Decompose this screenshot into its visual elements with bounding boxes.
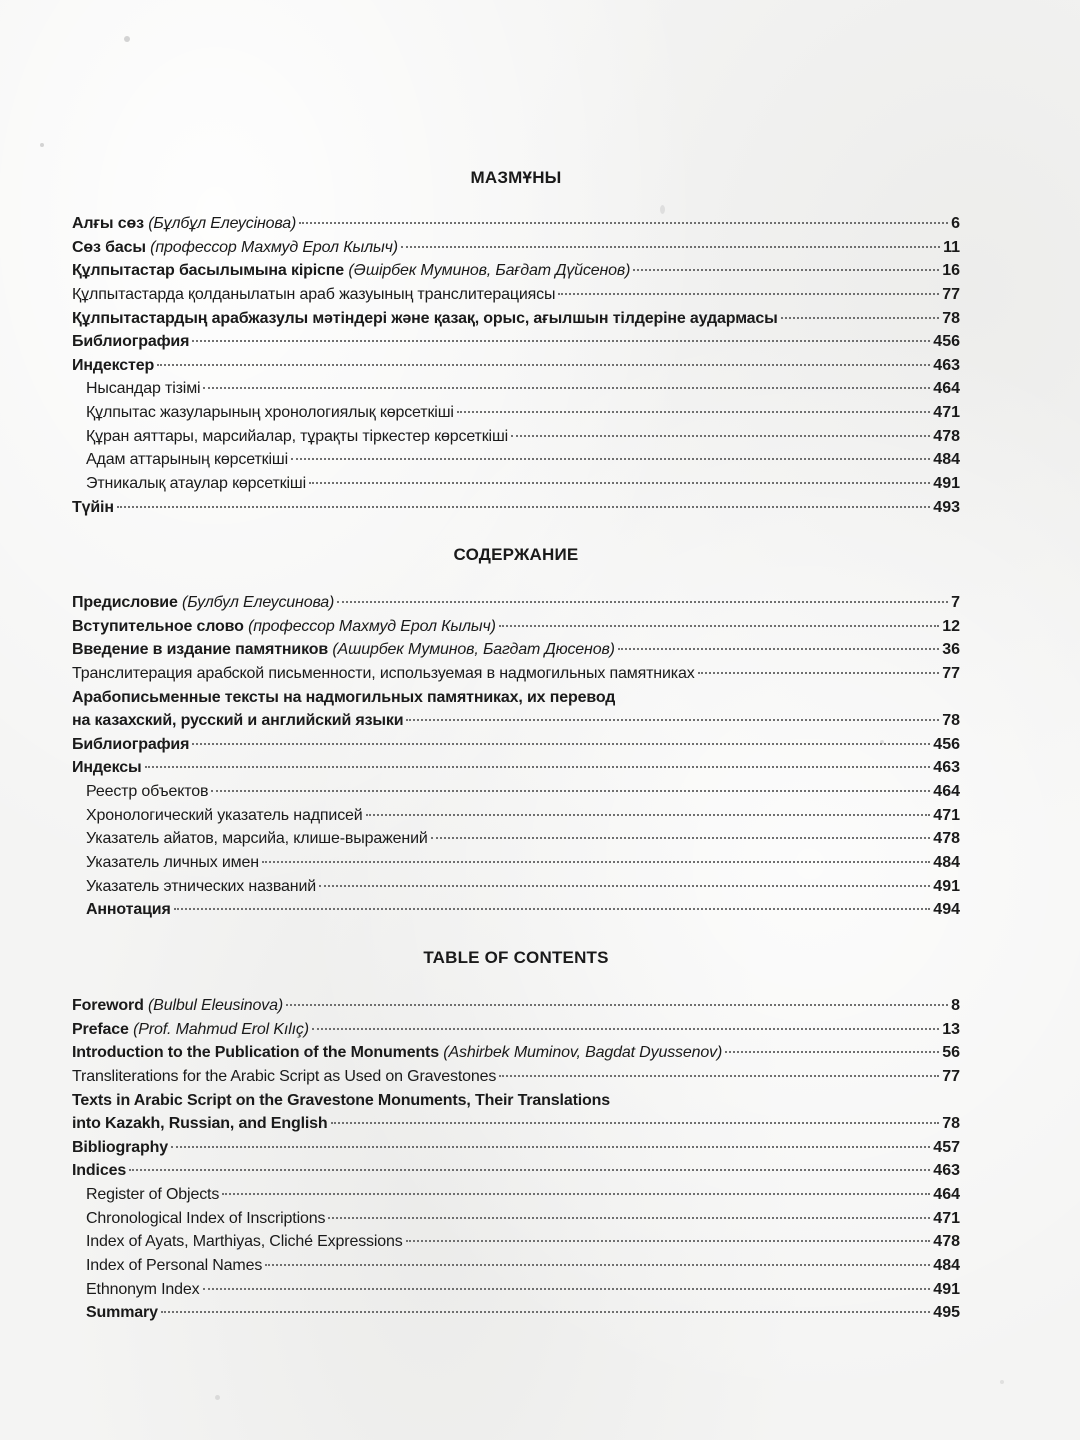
toc-entry-title [72, 307, 778, 331]
dot-leader [319, 885, 930, 887]
page-number: 491 [933, 1280, 960, 1298]
page-number: 491 [933, 475, 960, 493]
dot-leader [698, 672, 940, 674]
toc-entry[interactable] [72, 994, 960, 1018]
entry-title-text: Transliterations for the Arabic Script as Used on Gravestones [72, 1067, 497, 1085]
toc-entry[interactable] [72, 733, 960, 757]
toc-entry-title [72, 994, 283, 1018]
toc-entry-title [72, 330, 189, 354]
toc-entry[interactable] [72, 401, 960, 425]
entry-title-text: Библиография [72, 333, 190, 351]
dot-leader [406, 719, 939, 721]
page-number: 78 [942, 1115, 960, 1133]
dot-leader [262, 861, 930, 863]
page-number: 491 [933, 877, 960, 895]
toc-entry-title [86, 780, 208, 804]
toc-entry-title [72, 662, 695, 686]
entry-title-text: Индексы [72, 759, 142, 777]
page-number: 484 [933, 451, 960, 469]
entry-title-text: Foreword [72, 997, 144, 1014]
dot-leader [211, 790, 930, 792]
entry-author: (Ashirbek Muminov, Bagdat Dyussenov) [443, 1044, 723, 1062]
page-number: 77 [942, 285, 960, 303]
toc-entry-title [86, 898, 171, 922]
toc-entry[interactable] [72, 307, 960, 331]
toc-entry-title [72, 496, 114, 520]
dot-leader [291, 458, 930, 460]
toc-entry-title [86, 804, 363, 828]
toc-entry-title [72, 1018, 309, 1042]
toc-entry[interactable] [72, 638, 960, 662]
toc-entry-title [72, 1065, 496, 1089]
entry-title-text: Указатель этнических названий [86, 877, 317, 895]
toc-entry-title [72, 709, 403, 733]
dot-leader [401, 246, 940, 248]
toc-entry-title [86, 448, 288, 472]
dot-leader [299, 222, 948, 224]
entry-title-text: Адам аттарының көрсеткіші [86, 451, 288, 469]
toc-entry-title [72, 686, 615, 710]
dot-leader [725, 1051, 939, 1053]
entry-title-text: Chronological Index of Inscriptions [86, 1209, 326, 1227]
dot-leader [618, 648, 939, 650]
toc-entry[interactable] [72, 1159, 960, 1183]
entry-author: (Бұлбұл Елеусінова) [148, 215, 297, 232]
entry-title-text: Вступительное слово [72, 617, 244, 635]
toc-entry-title [86, 425, 508, 449]
page-number: 478 [933, 427, 960, 445]
page-number: 456 [933, 333, 960, 351]
page-number: 456 [933, 735, 960, 753]
toc-section-english [72, 946, 960, 1325]
dot-leader [203, 1288, 931, 1290]
toc-list [72, 994, 960, 1325]
dot-leader [431, 837, 931, 839]
entry-title-text: into Kazakh, Russian, and English [72, 1115, 328, 1133]
entry-title-text: Құлпытастардың арабжазулы мәтіндері және қазақ, орыс, ағылшын тілдеріне аудармасы [72, 309, 778, 327]
dot-leader [222, 1193, 930, 1195]
toc-entry-title [86, 472, 306, 496]
section-title: МАЗМҰНЫ [470, 168, 562, 187]
page-number: 8 [951, 997, 960, 1014]
toc-entry[interactable] [72, 354, 960, 378]
toc-entry-title [72, 236, 398, 260]
toc-entry-title [72, 615, 496, 639]
toc-entry[interactable] [72, 1207, 960, 1231]
entry-author: (профессор Махмуд Ерол Кылыч) [248, 617, 496, 635]
toc-entry[interactable] [72, 851, 960, 875]
toc-entry-title [86, 1278, 200, 1302]
toc-entry-title [72, 591, 334, 615]
entry-title-text: Register of Objects [86, 1186, 220, 1204]
page-number: 484 [933, 1257, 960, 1275]
entry-title-text: Этникалық атаулар көрсеткіші [86, 475, 307, 493]
dot-leader [192, 743, 930, 745]
toc-entry-title [86, 1207, 325, 1231]
page-number: 6 [951, 215, 960, 232]
toc-entry-title [72, 756, 142, 780]
toc-entry[interactable] [72, 756, 960, 780]
toc-section-kazakh [72, 166, 960, 519]
page-number: 457 [933, 1138, 960, 1156]
entry-title-text: Аннотация [86, 901, 171, 919]
entry-author: (профессор Махмуд Ерол Кылыч) [150, 238, 398, 256]
entry-title-text: Хронологический указатель надписей [86, 806, 363, 824]
entry-title-text: Index of Ayats, Marthiyas, Cliché Expressions [86, 1233, 403, 1251]
toc-entry-title [86, 827, 428, 851]
dot-leader [265, 1264, 930, 1266]
page-number: 464 [933, 380, 960, 398]
page-number: 471 [933, 806, 960, 824]
section-title: TABLE OF CONTENTS [423, 948, 609, 967]
page-number: 13 [942, 1020, 960, 1038]
toc-entry-title [86, 401, 454, 425]
entry-title-text: Предисловие [72, 594, 178, 611]
entry-title-text: Түйін [72, 498, 114, 516]
page-number: 494 [933, 901, 960, 919]
entry-title-text: Введение в издание памятников [72, 641, 329, 659]
entry-author: (Аширбек Муминов, Багдат Дюсенов) [332, 641, 615, 659]
toc-entry-title [72, 733, 189, 757]
entry-title-text: Указатель личных имен [86, 854, 259, 872]
toc-entry[interactable] [72, 662, 960, 686]
dot-leader [309, 482, 930, 484]
page-number: 478 [933, 830, 960, 848]
toc-entry-title [72, 638, 615, 662]
toc-entry[interactable] [72, 1065, 960, 1089]
entry-title-text: Introduction to the Publication of the Monuments [72, 1044, 439, 1062]
page-number: 56 [942, 1044, 960, 1062]
dot-leader [499, 1075, 939, 1077]
paper-speck [215, 1395, 220, 1400]
toc-list [72, 212, 960, 519]
entry-title-text: Құлпытас жазуларының хронологиялық көрсеткіші [86, 404, 454, 422]
page-number: 12 [942, 617, 960, 635]
page-number: 16 [942, 262, 960, 280]
page-number: 478 [933, 1233, 960, 1251]
paper-speck [40, 143, 44, 147]
dot-leader [331, 1122, 940, 1124]
dot-leader [328, 1217, 930, 1219]
dot-leader [192, 340, 930, 342]
toc-entry[interactable] [72, 259, 960, 283]
dot-leader [117, 506, 930, 508]
toc-entry[interactable] [72, 827, 960, 851]
page-number: 77 [942, 1067, 960, 1085]
entry-title-text: Indices [72, 1162, 127, 1180]
toc-entry[interactable] [72, 1018, 960, 1042]
entry-title-text: Алғы сөз [72, 215, 144, 232]
page-number: 464 [933, 783, 960, 801]
toc-entry-title [72, 259, 630, 283]
entry-title-text: Index of Personal Names [86, 1257, 263, 1275]
entry-title-text: Texts in Arabic Script on the Gravestone Monuments, Their Translations [72, 1091, 611, 1109]
toc-entry[interactable] [72, 425, 960, 449]
dot-leader [366, 814, 931, 816]
toc-entry[interactable] [72, 1183, 960, 1207]
toc-entry-title [72, 354, 154, 378]
toc-entry[interactable] [72, 472, 960, 496]
entry-title-text: Библиография [72, 735, 190, 753]
toc-entry[interactable] [72, 709, 960, 733]
toc-entry[interactable] [72, 448, 960, 472]
toc-entry[interactable] [72, 780, 960, 804]
dot-leader [174, 908, 931, 910]
toc-entry[interactable] [72, 1041, 960, 1065]
entry-author: (Bulbul Eleusinova) [148, 997, 284, 1014]
page-number: 78 [942, 309, 960, 327]
entry-author: (Әшірбек Муминов, Бағдат Дүйсенов) [348, 262, 631, 280]
toc-list [72, 591, 960, 922]
toc-entry-title [86, 377, 200, 401]
paper-speck [124, 36, 130, 42]
page-number: 11 [943, 238, 960, 256]
toc-entry-title [86, 1230, 403, 1254]
toc-entry-line [72, 686, 960, 710]
entry-title-text: Арабописьменные тексты на надмогильных памятниках, их перевод [72, 688, 616, 706]
dot-leader [633, 269, 939, 271]
toc-entry[interactable] [72, 1254, 960, 1278]
dot-leader [499, 625, 939, 627]
entry-title-text: Summary [86, 1304, 158, 1322]
page-number: 471 [933, 1209, 960, 1227]
dot-leader [406, 1240, 931, 1242]
toc-entry[interactable] [72, 330, 960, 354]
toc-entry[interactable] [72, 1301, 960, 1325]
toc-entry-title [86, 1254, 262, 1278]
toc-entry[interactable] [72, 1278, 960, 1302]
toc-entry-title [86, 851, 259, 875]
toc-entry-title [72, 1089, 610, 1113]
toc-entry-title [72, 1159, 126, 1183]
toc-section-russian [72, 543, 960, 922]
toc-entry[interactable] [72, 212, 960, 236]
section-title: СОДЕРЖАНИЕ [453, 545, 579, 564]
toc-entry-title [72, 212, 296, 236]
toc-entry-title [86, 1183, 219, 1207]
dot-leader [457, 411, 931, 413]
toc-entry[interactable] [72, 377, 960, 401]
entry-title-text: Құлпытастарда қолданылатын араб жазуының транслитерациясы [72, 285, 556, 303]
dot-leader [161, 1311, 930, 1313]
dot-leader [203, 387, 930, 389]
dot-leader [337, 601, 948, 603]
entry-title-text: Сөз басы [72, 238, 146, 256]
toc-entry[interactable] [72, 804, 960, 828]
toc-entry-title [72, 1136, 168, 1160]
page-number: 484 [933, 854, 960, 872]
entry-author: (Prof. Mahmud Erol Kılıç) [133, 1020, 309, 1038]
dot-leader [558, 293, 939, 295]
entry-title-text: Құран аяттары, марсийалар, тұрақты тіркестер көрсеткіші [86, 427, 509, 445]
toc-entry[interactable] [72, 591, 960, 615]
toc-entry-line [72, 1089, 960, 1113]
entry-title-text: Индекстер [72, 356, 155, 374]
toc-entry[interactable] [72, 283, 960, 307]
page-number: 463 [933, 759, 960, 777]
toc-entry[interactable] [72, 875, 960, 899]
toc-entry[interactable] [72, 898, 960, 922]
page-number: 77 [942, 664, 960, 682]
toc-entry[interactable] [72, 496, 960, 520]
dot-leader [129, 1169, 930, 1171]
entry-title-text: Құлпытастар басылымына кіріспе [72, 262, 345, 280]
entry-title-text: Транслитерация арабской письменности, используемая в надмогильных памятниках [72, 664, 695, 682]
toc-entry[interactable] [72, 1112, 960, 1136]
paper-speck [1000, 1380, 1004, 1384]
entry-title-text: на казахский, русский и английский языки [72, 712, 404, 730]
toc-entry[interactable] [72, 1230, 960, 1254]
entry-title-text: Нысандар тізімі [86, 380, 201, 398]
page-number: 495 [933, 1304, 960, 1322]
toc-entry-title [72, 1112, 328, 1136]
toc-entry-title [72, 1041, 722, 1065]
page-number: 464 [933, 1186, 960, 1204]
entry-author: (Булбул Елеусинова) [182, 594, 335, 611]
toc-entry[interactable] [72, 1136, 960, 1160]
page-number: 463 [933, 1162, 960, 1180]
page-number: 493 [933, 498, 960, 516]
toc-entry[interactable] [72, 615, 960, 639]
entry-title-text: Preface [72, 1020, 129, 1038]
dot-leader [511, 435, 930, 437]
entry-title-text: Указатель айатов, марсийа, клише-выражений [86, 830, 428, 848]
dot-leader [312, 1028, 939, 1030]
dot-leader [781, 317, 940, 319]
toc-entry-title [86, 875, 316, 899]
entry-title-text: Ethnonym Index [86, 1280, 200, 1298]
dot-leader [145, 766, 931, 768]
page-number: 7 [951, 594, 960, 611]
toc-entry-title [72, 283, 555, 307]
entry-title-text: Bibliography [72, 1138, 168, 1156]
page-number: 471 [933, 404, 960, 422]
toc-entry-title [86, 1301, 158, 1325]
page-number: 463 [933, 356, 960, 374]
page-number: 36 [942, 641, 960, 659]
toc-entry[interactable] [72, 236, 960, 260]
dot-leader [157, 364, 930, 366]
entry-title-text: Реестр объектов [86, 783, 209, 801]
dot-leader [171, 1146, 930, 1148]
page-number: 78 [942, 712, 960, 730]
dot-leader [286, 1004, 948, 1006]
